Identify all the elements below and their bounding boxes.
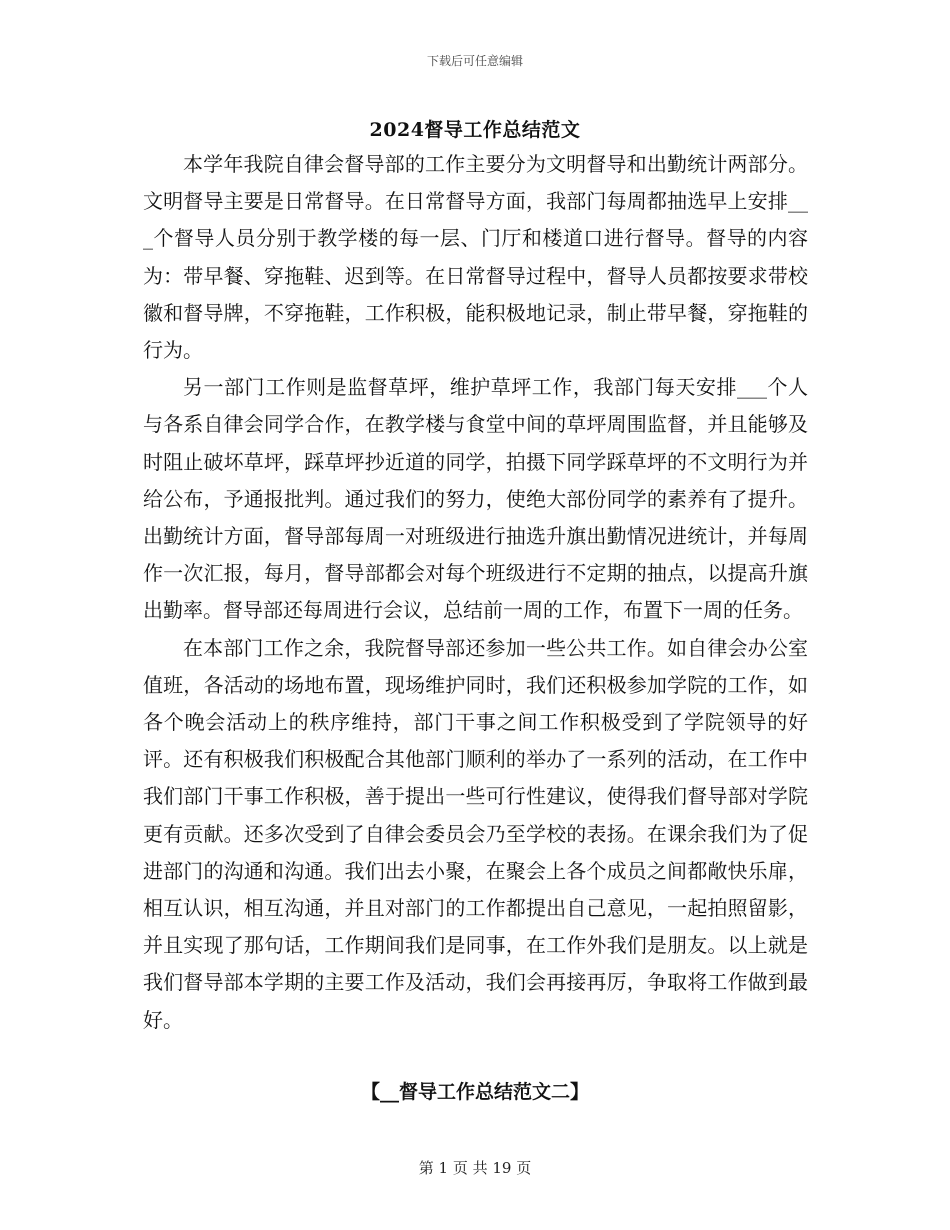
body-paragraph-2: 另一部门工作则是监督草坪，维护草坪工作，我部门每天安排___个人与各系自律会同学合作，在教学楼与食堂中间的草坪周围监督，并且能够及时阻止破坏草坪，踩草坪抄近道的同学，拍摄下同学踩草坪的不文明行为并给公布，予通报批判。通过我们的努力，使绝大部份同学的素养有了提升。出勤统计方面，督导部每周一对班级进行抽选升旗出勤情况进统计，并每周作一次汇报，每月，督导部都会对每个班级进行不定期的抽点，以提高升旗出勤率。督导部还每周进行会议，总结前一周的工作，布置下一周的任务。: [143, 375, 808, 623]
document-title: 2024督导工作总结范文: [369, 119, 581, 141]
section-heading: 【__督导工作总结范文二】: [360, 1081, 589, 1103]
body-paragraph-3: 在本部门工作之余，我院督导部还参加一些公共工作。如自律会办公室值班，各活动的场地布置，现场维护同时，我们还积极参加学院的工作，如各个晚会活动上的秩序维持，部门干事之间工作积极受到了学院领导的好评。还有积极我们积极配合其他部门顺利的举办了一系列的活动，在工作中我们部门干事工作积极，善于提出一些可行性建议，使得我们督导部对学院更有贡献。还多次受到了自律会委员会乃至学校的表扬。在课余我们为了促进部门的沟通和沟通。我们出去小聚，在聚会上各个成员之间都敞快乐扉，相互认识，相互沟通，并且对部门的工作都提出自己意见，一起拍照留影，并且实现了那句话，工作期间我们是同事，在工作外我们是朋友。以上就是我们督导部本学期的主要工作及活动，我们会再接再厉，争取将工作做到最好。: [143, 635, 808, 1032]
page-number-footer: 第 1 页 共 19 页: [418, 1159, 532, 1177]
header-note: 下载后可任意编辑: [426, 54, 523, 68]
body-paragraph-1: 本学年我院自律会督导部的工作主要分为文明督导和出勤统计两部分。文明督导主要是日常督导。在日常督导方面，我部门每周都抽选早上安排___个督导人员分别于教学楼的每一层、门厅和楼道口进行督导。督导的内容为：带早餐、穿拖鞋、迟到等。在日常督导过程中，督导人员都按要求带校徽和督导牌，不穿拖鞋，工作积极，能积极地记录，制止带早餐，穿拖鞋的行为。: [143, 152, 808, 363]
document-body: [143, 146, 808, 1039]
